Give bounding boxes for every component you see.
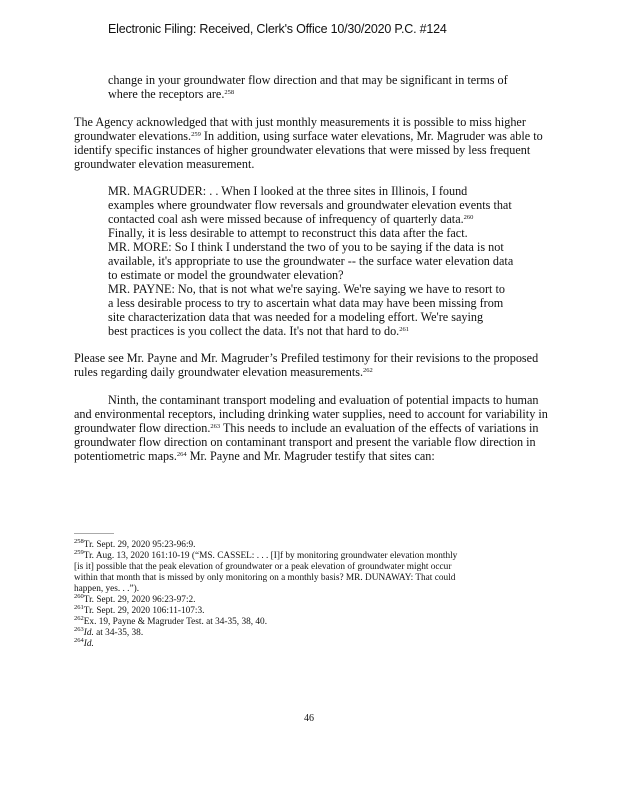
- footnote-ref: 264: [176, 451, 187, 458]
- quote-line: MR. MORE: So I think I understand the two of you to be saying if the data is not: [108, 240, 504, 254]
- footnote-separator: [74, 533, 114, 534]
- footnote-continuation: happen, yes. . .”).: [74, 584, 140, 594]
- paragraph-line: The Agency acknowledged that with just monthly measurements it is possible to miss higher: [74, 115, 526, 129]
- footnote-ref: 262: [363, 367, 373, 374]
- footnote: $^{259}$Tr. Aug. 13, 2020 161:10-19 (“MS. CASSEL: . . . [I]f by monitoring groundwater elevation monthly: [74, 549, 458, 561]
- paragraph-line: Please see Mr. Payne and Mr. Magruder’s Prefiled testimony for their revisions to the proposed: [74, 351, 539, 365]
- footnote-ref: 258: [224, 89, 235, 96]
- quote-line: change in your groundwater flow direction and that may be significant in terms of: [108, 73, 508, 87]
- quote-line: MR. MAGRUDER: . . When I looked at the three sites in Illinois, I found: [108, 184, 468, 198]
- paragraph-line: groundwater elevation measurement.: [74, 157, 255, 171]
- footnote-continuation: [is it] possible that the peak elevation of groundwater or a peak elevation of groundwater might occur: [74, 562, 452, 572]
- footnote-ref: 260: [463, 214, 474, 221]
- footnote: $^{260}$Tr. Sept. 29, 2020 96:23-97:2.: [74, 593, 196, 605]
- block-quote-testimony: [108, 184, 513, 338]
- paragraph-prefiled-testimony: [74, 351, 538, 379]
- footnote-ref: 259: [191, 131, 201, 138]
- footnote-ref: 261: [399, 326, 409, 333]
- paragraph-line: rules regarding daily groundwater elevation measurements.$^{262}$: [74, 365, 373, 379]
- quote-line: best practices is you collect the data. It's not that hard to do.$^{261}$: [108, 324, 409, 338]
- footnote: $^{264}$Id.: [74, 637, 94, 649]
- quote-line: where the receptors are.$^{258}$: [108, 87, 235, 101]
- quote-line: to estimate or model the groundwater elevation?: [108, 268, 344, 282]
- paragraph-line: groundwater elevations.$^{259}$ In addition, using surface water elevations, Mr. Magruder was able to: [74, 129, 543, 143]
- quote-line: site characterization data that was needed for a modeling effort. We're saying: [108, 310, 484, 324]
- quote-line: a less desirable process to try to ascertain what data may have been missing from: [108, 296, 504, 310]
- quote-line: contacted coal ash were missed because of infrequency of quarterly data.$^{260}$: [108, 212, 474, 226]
- quote-line: Finally, it is less desirable to attempt to reconstruct this data after the fact.: [108, 226, 468, 240]
- footnote: $^{261}$Tr. Sept. 29, 2020 106:11-107:3.: [74, 604, 205, 616]
- filing-header: Electronic Filing: Received, Clerk's Office 10/30/2020 P.C. #124: [108, 22, 447, 36]
- footnote: $^{263}$Id. at 34-35, 38.: [74, 626, 144, 638]
- paragraph-line: groundwater flow direction on contaminant transport and present the variable flow direction in: [74, 435, 536, 449]
- quote-line: available, it's appropriate to use the groundwater -- the surface water elevation data: [108, 254, 514, 268]
- block-quote-continued: [108, 73, 508, 101]
- paragraph-agency-acknowledged: [74, 115, 543, 171]
- paragraph-line: potentiometric maps.$^{264}$ Mr. Payne and Mr. Magruder testify that sites can:: [74, 449, 435, 463]
- footnote: $^{258}$Tr. Sept. 29, 2020 95:23-96:9.: [74, 538, 196, 550]
- paragraph-line: groundwater flow direction.$^{263}$ This needs to include an evaluation of the effects of variations in: [74, 421, 539, 435]
- footnote-ref: 263: [210, 423, 221, 430]
- page-number: 46: [304, 713, 314, 724]
- paragraph-line: Ninth, the contaminant transport modeling and evaluation of potential impacts to human: [108, 393, 539, 407]
- quote-line: examples where groundwater flow reversals and groundwater elevation events that: [108, 198, 512, 212]
- footnote: $^{262}$Ex. 19, Payne & Magruder Test. at 34-35, 38, 40.: [74, 615, 268, 627]
- paragraph-line: identify specific instances of higher groundwater elevations that were missed by less frequent: [74, 143, 531, 157]
- paragraph-line: and environmental receptors, including drinking water supplies, need to account for variability in: [74, 407, 548, 421]
- footnotes: [74, 540, 457, 650]
- footnote-continuation: within that month that is missed by only monitoring on a monthly basis? MR. DUNAWAY: That could: [74, 573, 456, 583]
- paragraph-ninth: [74, 393, 548, 463]
- quote-line: MR. PAYNE: No, that is not what we're saying. We're saying we have to resort to: [108, 282, 505, 296]
